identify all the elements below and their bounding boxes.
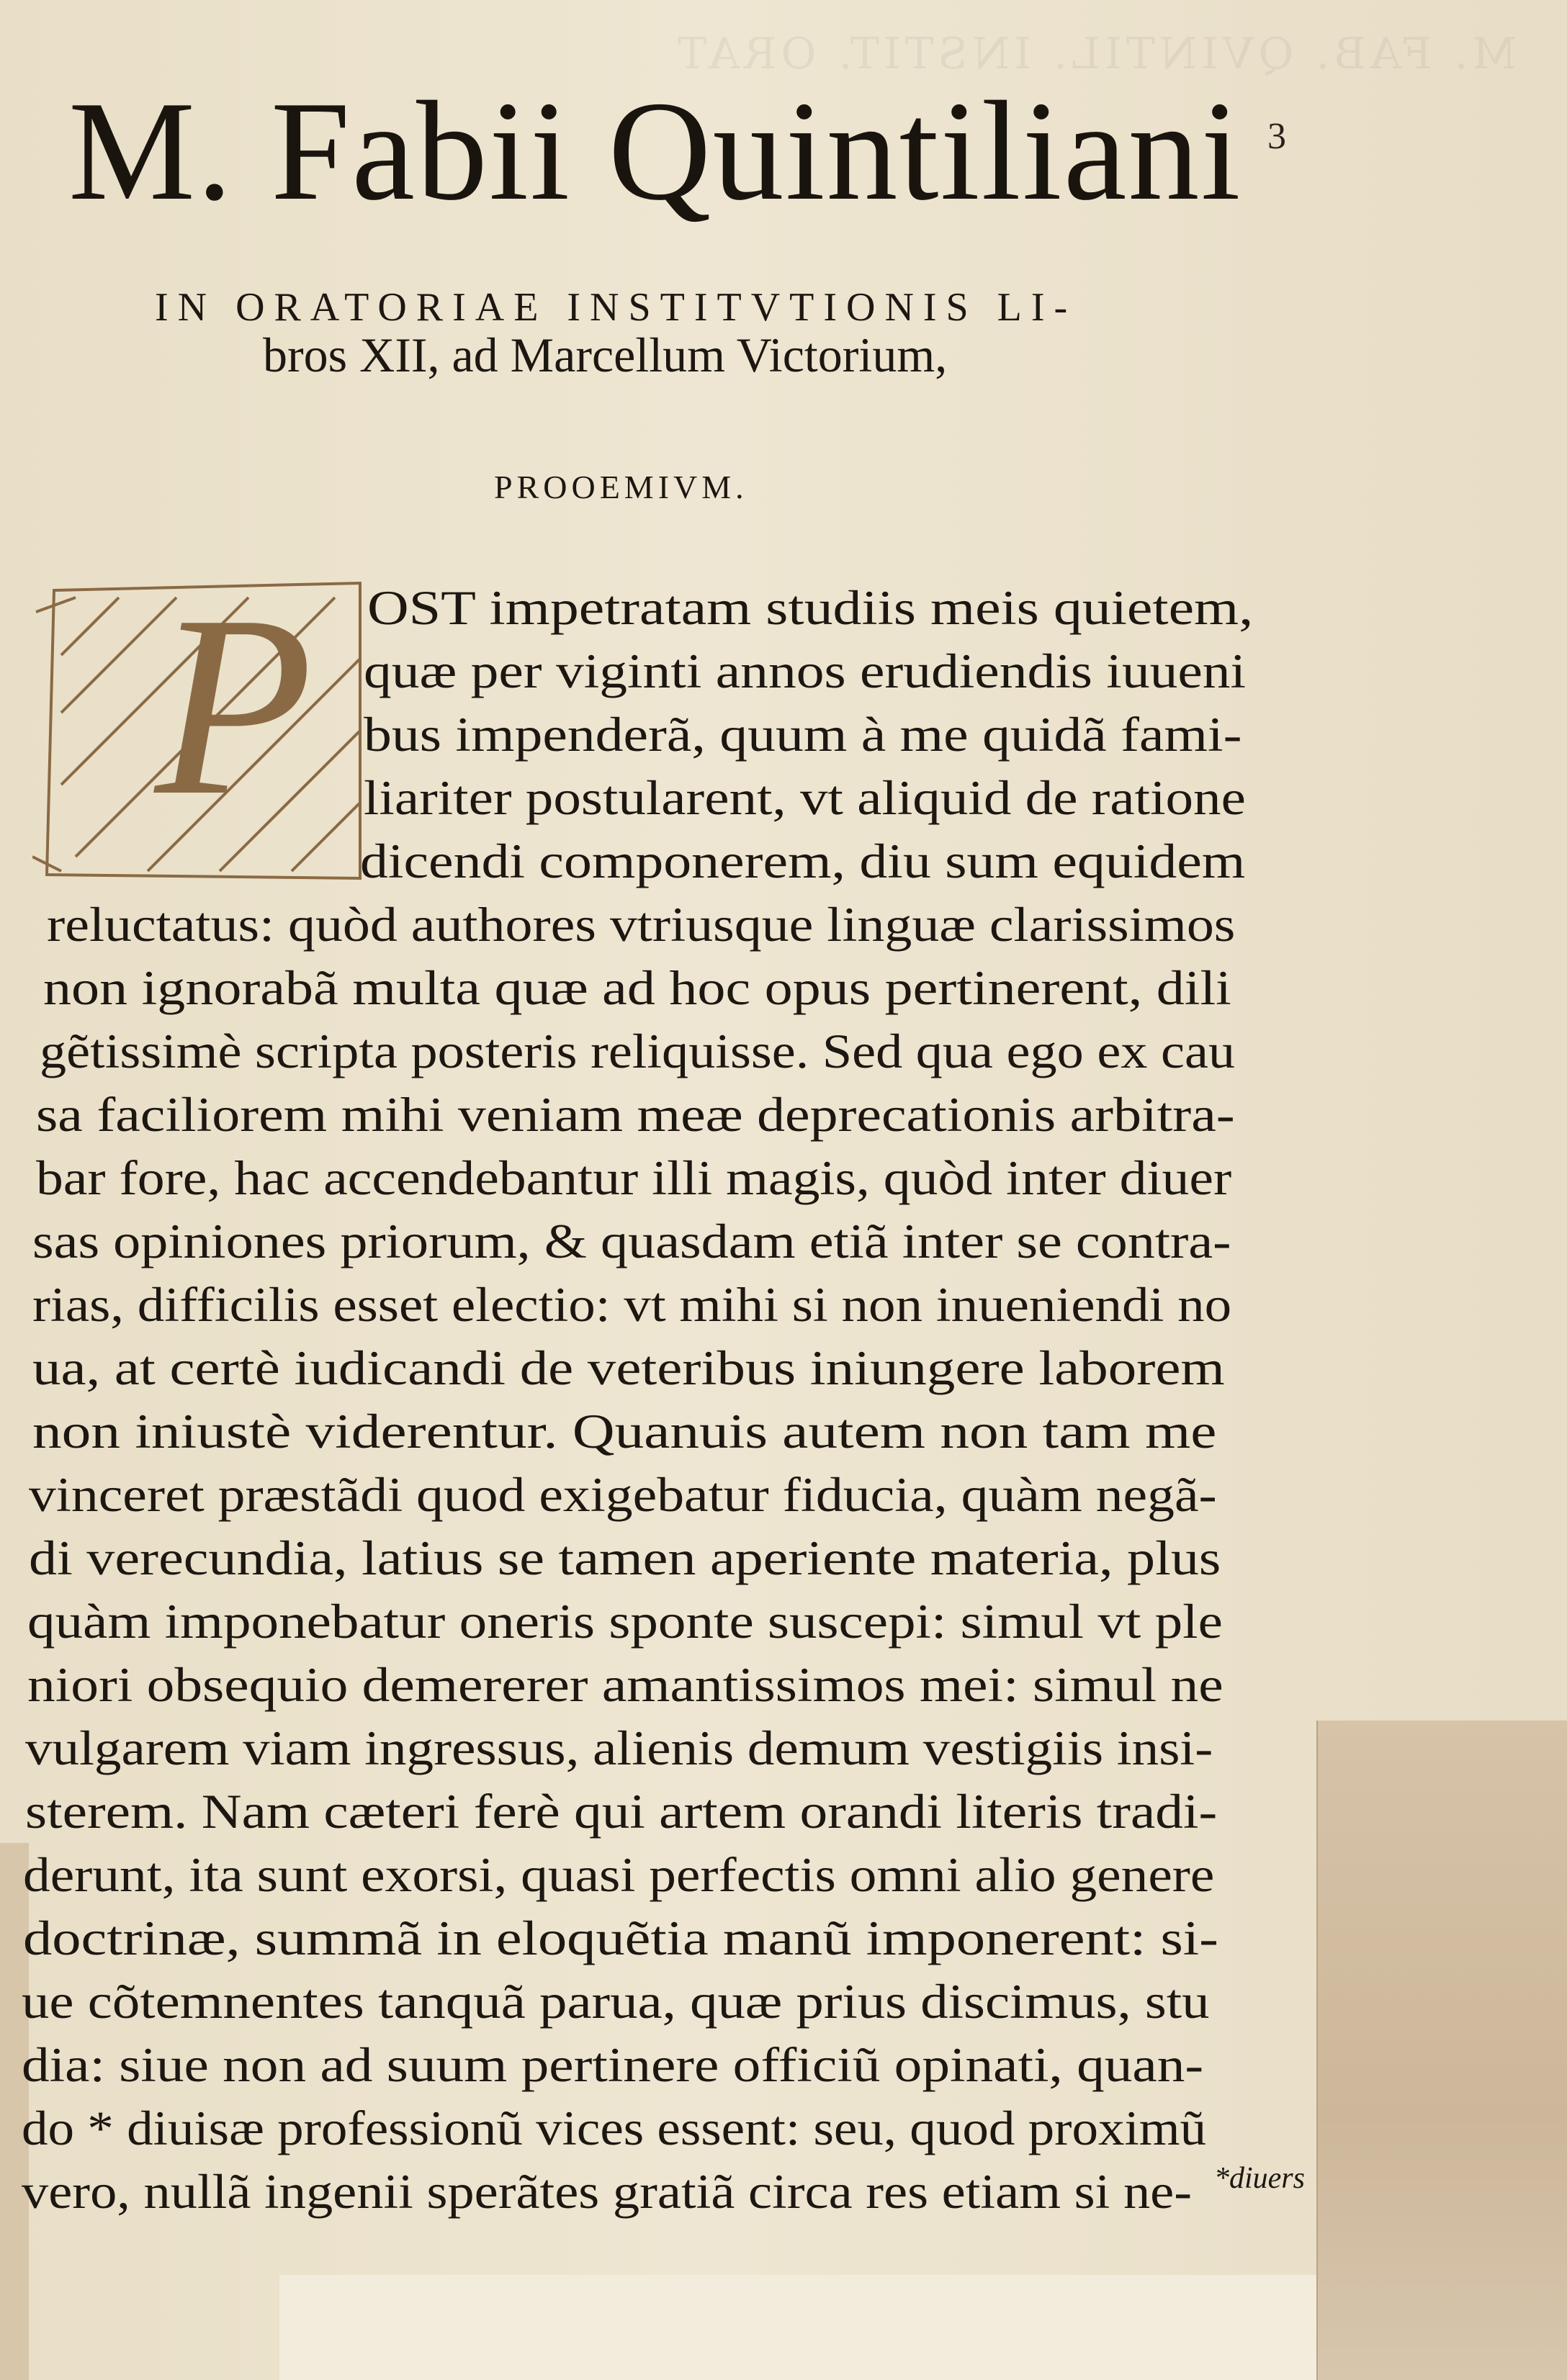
text-line: liariter postularent, vt aliquid de ratione [364,770,1246,825]
text-line: vinceret præstãdi quod exigebatur fiducia, quàm negã- [29,1467,1217,1522]
text-line: reluctatus: quòd authores vtriusque linguæ clarissimos [47,897,1236,952]
text-line: OST impetratam studiis meis quietem, [367,580,1254,635]
text-line: doctrinæ, summã in eloquẽtia manũ imponerent: si- [23,1911,1218,1965]
margin-note: *diuers [1214,2162,1305,2195]
subtitle-line-2: bros XII, ad Marcellum Victorium, [263,328,948,382]
text-line: sas opiniones priorum, & quasdam etiã inter se contra- [32,1214,1231,1268]
text-line: dicendi componerem, diu sum equidem [360,834,1246,888]
subtitle-line-1: IN ORATORIAE INSTITVTIONIS LI- [155,285,1077,330]
text-line: rias, difficilis esset electio: vt mihi si non inueniendi no [32,1277,1232,1332]
text-line: ue cõtemnentes tanquã parua, quæ prius discimus, stu [22,1974,1210,2029]
text-line: quàm imponebatur oneris sponte suscepi: simul vt ple [27,1594,1223,1649]
text-line: sa faciliorem mihi veniam meæ deprecationis arbitra- [36,1087,1235,1142]
text-line: bar fore, hac accendebantur illi magis, quòd inter diuer [36,1150,1232,1205]
text-line: ua, at certè iudicandi de veteribus iniungere laborem [32,1340,1225,1395]
text-line: gẽtissimè scripta posteris reliquisse. Sed qua ego ex cau [40,1024,1236,1078]
text-line: quæ per viginti annos erudiendis iuueni [364,644,1247,698]
text-line: do * diuisæ professionũ vices essent: seu, quod proximũ [22,2101,1207,2155]
text-line: derunt, ita sunt exorsi, quasi perfectis omni alio genere [23,1847,1215,1902]
text-line: non iniustè viderentur. Quanuis autem non tam me [32,1404,1217,1459]
text-line: di verecundia, latius se tamen aperiente materia, plus [29,1531,1221,1585]
page-title: M. Fabii Quintiliani [68,72,1242,230]
folio-number: 3 [1267,116,1286,157]
text-line: sterem. Nam cæteri ferè qui artem orandi literis tradi- [25,1784,1218,1839]
text-line: vulgarem viam ingressus, alienis demum vestigiis insi- [25,1721,1213,1775]
text-line: bus impenderã, quum à me quidã fami- [364,707,1242,762]
text-line: niori obsequio demererer amantissimos mei: simul ne [27,1657,1223,1712]
text-line: vero, nullã ingenii sperãtes gratiã circa res etiam si ne- [22,2164,1193,2219]
section-heading: PROOEMIVM. [494,469,748,505]
text-line: dia: siue non ad suum pertinere officiũ opinati, quan- [22,2037,1204,2092]
text-line: non ignorabã multa quæ ad hoc opus pertinerent, dili [43,960,1231,1015]
drop-cap-letter: P [155,562,313,849]
show-through-text: M. FAB. QVINTIL. INSTIT. ORAT [673,29,1517,79]
